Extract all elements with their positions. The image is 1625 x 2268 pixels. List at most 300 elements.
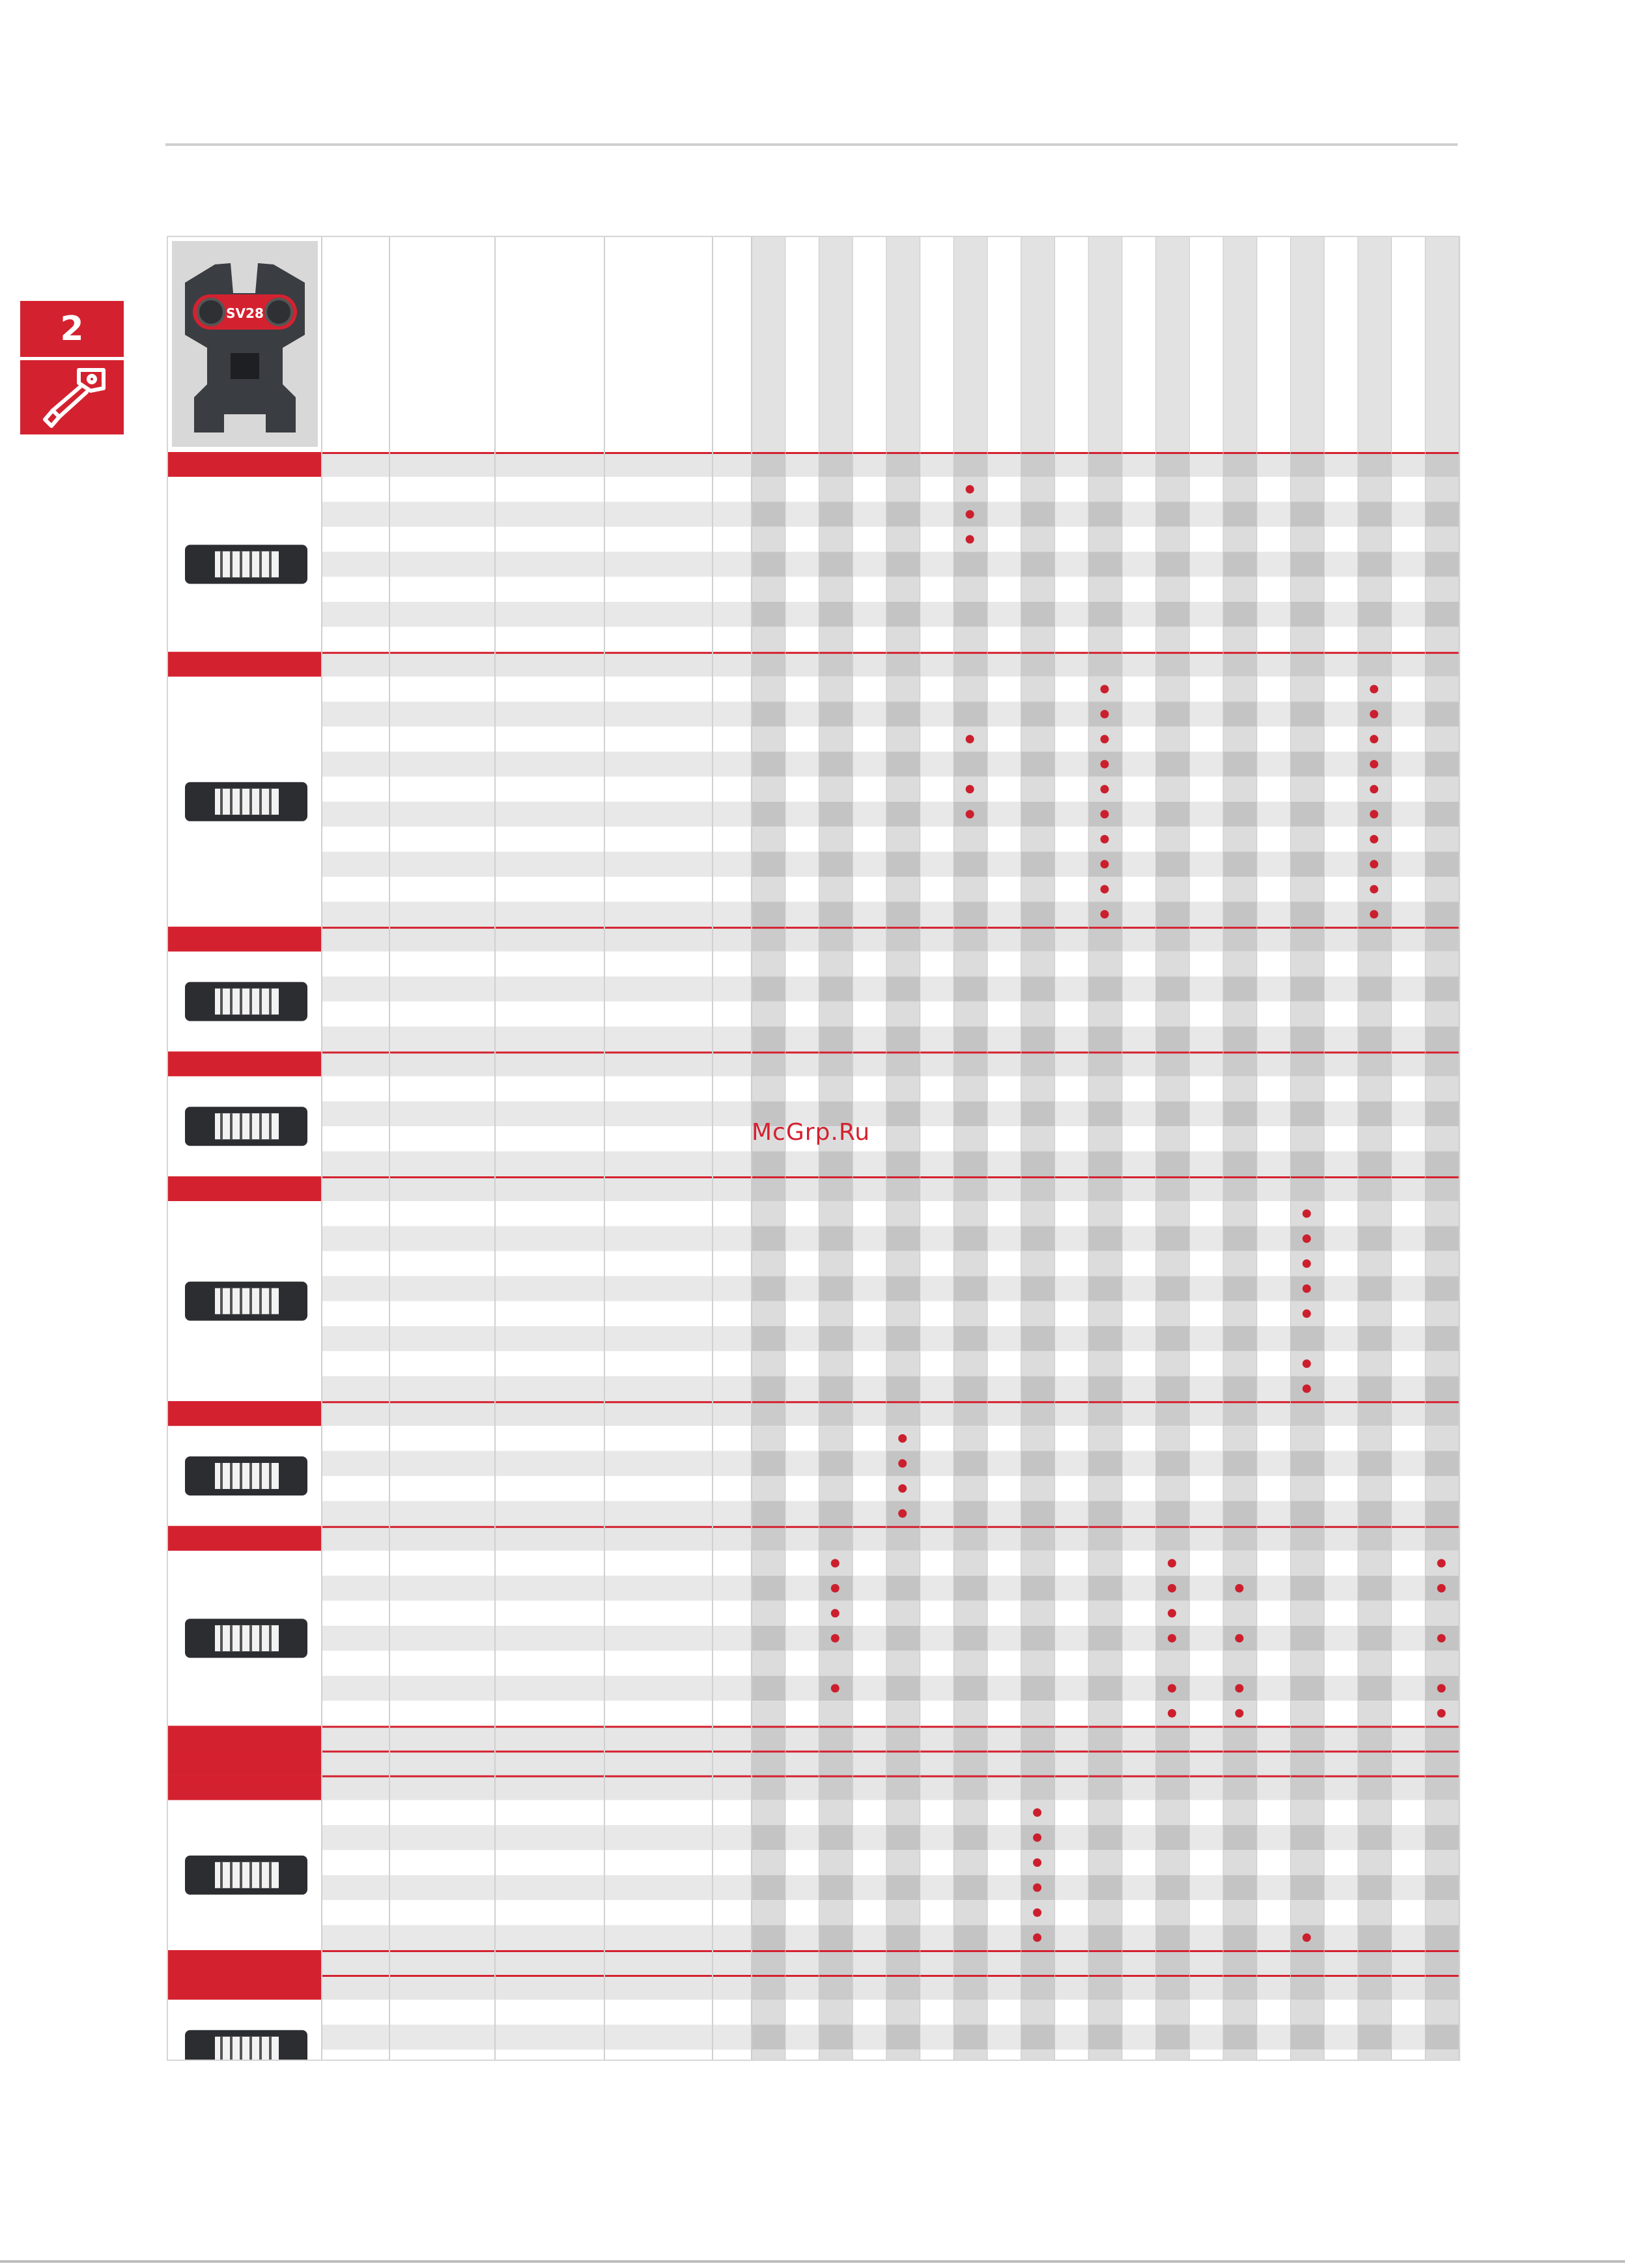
column-shade [886, 1850, 920, 1875]
column-shade [819, 677, 853, 702]
column-shade [1223, 1027, 1257, 1051]
column-shade [752, 1651, 785, 1675]
column-shade [954, 1376, 987, 1401]
column-shade [1223, 552, 1257, 576]
column-shade [954, 1002, 987, 1027]
column-shade [1223, 2024, 1257, 2049]
column-shade [752, 1426, 785, 1451]
column-shade [1021, 1176, 1055, 1201]
column-shade [752, 1701, 785, 1725]
column-shade [1223, 1451, 1257, 1476]
section-9 [168, 1751, 1459, 1776]
section-11 [168, 1950, 1459, 1975]
column-shade [886, 2050, 920, 2060]
column-shade [1425, 1076, 1459, 1101]
column-shade [1223, 2000, 1257, 2024]
column-shade [1290, 527, 1324, 552]
fitting-rib [220, 789, 223, 815]
section-top-rule [168, 1776, 1459, 1778]
column-shade [819, 1351, 853, 1376]
column-shade [1088, 1002, 1122, 1027]
column-shade [1156, 1476, 1190, 1501]
column-shade [752, 1950, 785, 1975]
column-shade [1088, 1651, 1122, 1675]
column-shade [1425, 1601, 1459, 1626]
column-shade [1156, 752, 1190, 776]
column-shade [954, 1576, 987, 1600]
column-shade [1088, 452, 1122, 477]
column-shade [1088, 602, 1122, 627]
compatibility-dot [966, 785, 974, 793]
column-shade [1425, 877, 1459, 901]
compatibility-dot [898, 1459, 907, 1467]
column-shade [954, 1351, 987, 1376]
section-10 [168, 1776, 1459, 1950]
column-shade [1156, 527, 1190, 552]
compatibility-dot [898, 1434, 907, 1443]
column-shade [1425, 1526, 1459, 1551]
compatibility-dot [1100, 735, 1109, 743]
column-shade [1088, 502, 1122, 526]
column-shade [1425, 1401, 1459, 1426]
column-shade [819, 901, 853, 926]
column-shade [1223, 901, 1257, 926]
column-shade [752, 1850, 785, 1875]
column-shade [1156, 1126, 1190, 1151]
column-shade [1156, 1776, 1190, 1800]
column-shade [1290, 652, 1324, 677]
column-shade [1358, 1002, 1392, 1027]
column-shade [819, 752, 853, 776]
column-shade [954, 752, 987, 776]
column-shade [886, 1825, 920, 1850]
column-shade [1223, 1751, 1257, 1776]
column-shade [1223, 1551, 1257, 1576]
column-shade [1290, 776, 1324, 801]
column-shade [1223, 2050, 1257, 2060]
fitting-rib [269, 1625, 272, 1651]
column-shade [819, 776, 853, 801]
column-shade [819, 952, 853, 976]
column-shade [954, 1251, 987, 1276]
column-shade [886, 1576, 920, 1600]
column-shade [752, 952, 785, 976]
column-shade [1290, 602, 1324, 627]
column-shade [1290, 877, 1324, 901]
column-shade [1088, 2024, 1122, 2049]
column-shade [752, 452, 785, 477]
column-shade [1290, 552, 1324, 576]
compatibility-dot [831, 1584, 840, 1593]
column-shade [1290, 1726, 1324, 1751]
fitting-rib [240, 1463, 242, 1489]
column-shade [1021, 1576, 1055, 1600]
compatibility-dot [966, 735, 974, 743]
column-shade [886, 1900, 920, 1925]
column-shade [954, 1126, 987, 1151]
column-shade [1358, 2050, 1392, 2060]
column-shade [1425, 1875, 1459, 1900]
column-shade [1156, 1751, 1190, 1776]
column-shade [752, 2050, 785, 2060]
column-shade [954, 2000, 987, 2024]
column-shade [1290, 677, 1324, 702]
column-shade [1358, 1126, 1392, 1151]
column-shade [819, 1002, 853, 1027]
column-shade [954, 1276, 987, 1301]
header-column-shade [1290, 237, 1324, 452]
column-shade [752, 652, 785, 677]
column-shade [1021, 877, 1055, 901]
compatibility-dot [831, 1559, 840, 1568]
column-shade [1021, 1027, 1055, 1051]
column-shade [886, 602, 920, 627]
column-shade [819, 527, 853, 552]
column-shade [752, 1002, 785, 1027]
column-shade [1021, 1626, 1055, 1651]
column-shade [1425, 1152, 1459, 1176]
column-shade [752, 1825, 785, 1850]
column-shade [886, 1002, 920, 1027]
column-shade [1425, 1850, 1459, 1875]
fitting-rib [230, 1463, 233, 1489]
column-shade [1223, 1476, 1257, 1501]
column-shade [886, 1726, 920, 1751]
column-shade [1290, 1900, 1324, 1925]
column-shade [1358, 527, 1392, 552]
column-shade [1156, 1426, 1190, 1451]
column-shade [819, 702, 853, 726]
column-shade [752, 752, 785, 776]
column-shade [886, 752, 920, 776]
column-shade [1290, 1401, 1324, 1426]
compatibility-dot [831, 1684, 840, 1693]
compatibility-dot [1235, 1684, 1243, 1693]
column-shade [1156, 1975, 1190, 2000]
column-shade [1290, 1850, 1324, 1875]
compatibility-dot [1168, 1584, 1176, 1593]
compatibility-dot [1033, 1908, 1041, 1917]
column-shade [886, 2024, 920, 2049]
column-shade [1223, 602, 1257, 627]
column-shade [1088, 1726, 1122, 1751]
column-shade [1358, 1426, 1392, 1451]
column-shade [954, 677, 987, 702]
column-shade [1156, 1925, 1190, 1950]
column-shade [1290, 852, 1324, 877]
column-shade [954, 1651, 987, 1675]
header-column-shade [752, 237, 785, 452]
column-shade [1021, 1601, 1055, 1626]
column-shade [1425, 1326, 1459, 1351]
fitting-rib [240, 789, 242, 815]
column-shade [1156, 827, 1190, 851]
column-shade [1223, 677, 1257, 702]
column-shade [752, 1875, 785, 1900]
compatibility-dot [1168, 1609, 1176, 1617]
column-shade [1223, 1601, 1257, 1626]
column-shade [1021, 1326, 1055, 1351]
column-shade [752, 1301, 785, 1326]
section-header-red [168, 1950, 322, 1975]
column-shade [954, 1950, 987, 1975]
column-shade [1088, 1301, 1122, 1326]
column-shade [1425, 1226, 1459, 1251]
column-shade [1021, 652, 1055, 677]
section-top-rule [168, 1975, 1459, 1977]
header-column-shade [886, 237, 920, 452]
column-shade [1021, 2000, 1055, 2024]
column-shade [1290, 1176, 1324, 1201]
column-shade [1021, 452, 1055, 477]
fitting-rib [220, 2037, 223, 2060]
column-shade [819, 1651, 853, 1675]
section-4 [168, 1051, 1459, 1176]
column-shade [752, 1551, 785, 1576]
column-shade [954, 602, 987, 627]
column-shade [1425, 976, 1459, 1001]
column-shade [752, 1900, 785, 1925]
column-shade [1021, 976, 1055, 1001]
column-shade [752, 502, 785, 526]
column-shade [1156, 1251, 1190, 1276]
section-header-red [168, 927, 322, 952]
column-shade [1290, 1076, 1324, 1101]
column-shade [1156, 852, 1190, 877]
section-2 [168, 652, 1459, 927]
column-shade [752, 1051, 785, 1076]
column-shade [1358, 1351, 1392, 1376]
column-shade [1358, 2000, 1392, 2024]
column-shade [1021, 1301, 1055, 1326]
column-shade [1290, 927, 1324, 952]
column-shade [1088, 527, 1122, 552]
column-shade [1223, 1226, 1257, 1251]
fitting-rib [259, 989, 262, 1015]
column-shade [1425, 901, 1459, 926]
fitting-rib [269, 1288, 272, 1314]
column-shade [819, 1401, 853, 1426]
column-shade [954, 1501, 987, 1525]
fitting-rib [269, 1113, 272, 1139]
section-3 [168, 927, 1459, 1052]
compatibility-dot [1437, 1634, 1446, 1643]
column-shade [1021, 1476, 1055, 1501]
fitting-rib [230, 1625, 233, 1651]
section-header-red [168, 652, 322, 677]
compatibility-dot [1100, 910, 1109, 918]
column-shade [1156, 1651, 1190, 1675]
column-shade [1425, 677, 1459, 702]
column-shade [1425, 802, 1459, 827]
column-shade [886, 1551, 920, 1576]
column-shade [1425, 477, 1459, 502]
column-shade [886, 1276, 920, 1301]
column-shade [1021, 602, 1055, 627]
column-shade [1088, 1076, 1122, 1101]
header-column-shade [1156, 237, 1190, 452]
compatibility-dot [898, 1509, 907, 1518]
column-shade [1156, 802, 1190, 827]
compatibility-dot [831, 1634, 840, 1643]
column-shade [1021, 1351, 1055, 1376]
column-shade [1156, 1401, 1190, 1426]
column-shade [819, 2050, 853, 2060]
column-shade [886, 1251, 920, 1276]
column-shade [1425, 1900, 1459, 1925]
column-shade [819, 827, 853, 851]
column-shade [1358, 1201, 1392, 1226]
column-shade [819, 1950, 853, 1975]
column-shade [1223, 852, 1257, 877]
column-shade [954, 1451, 987, 1476]
fitting-rib [249, 1862, 252, 1888]
column-shade [1223, 702, 1257, 726]
column-shade [1223, 577, 1257, 602]
fitting-rib [230, 989, 233, 1015]
fitting-rib [220, 989, 223, 1015]
column-shade [886, 727, 920, 752]
column-shade [1223, 1351, 1257, 1376]
column-shade [819, 1975, 853, 2000]
column-shade [1223, 1326, 1257, 1351]
column-shade [752, 1226, 785, 1251]
compatibility-dot [1437, 1709, 1446, 1718]
column-shade [1021, 802, 1055, 827]
column-shade [1425, 752, 1459, 776]
column-shade [1290, 502, 1324, 526]
column-shade [1156, 1152, 1190, 1176]
column-shade [1358, 477, 1392, 502]
column-shade [954, 1776, 987, 1800]
column-shade [819, 2000, 853, 2024]
column-shade [1290, 802, 1324, 827]
column-shade [1156, 1051, 1190, 1076]
column-shade [1021, 1751, 1055, 1776]
fitting-rib [240, 2037, 242, 2060]
header-column-shade [1088, 237, 1122, 452]
column-shade [1223, 1800, 1257, 1825]
column-shade [1425, 727, 1459, 752]
column-shade [1425, 1776, 1459, 1800]
column-shade [1290, 1002, 1324, 1027]
column-shade [1088, 1276, 1122, 1301]
section-header-red [168, 1051, 322, 1076]
column-shade [1088, 1152, 1122, 1176]
column-shade [1088, 952, 1122, 976]
column-shade [886, 1027, 920, 1051]
column-shade [1021, 577, 1055, 602]
column-shade [1290, 1501, 1324, 1525]
column-shade [1223, 1501, 1257, 1525]
column-shade [886, 1226, 920, 1251]
fitting-rib [269, 1862, 272, 1888]
column-shade [1290, 827, 1324, 851]
column-shade [819, 1326, 853, 1351]
column-shade [886, 852, 920, 877]
section-5 [168, 1176, 1459, 1401]
column-shade [1425, 552, 1459, 576]
column-shade [752, 1076, 785, 1101]
fitting-rib [269, 551, 272, 577]
column-shade [752, 1626, 785, 1651]
column-shade [1290, 752, 1324, 776]
column-shade [752, 1201, 785, 1226]
column-shade [1021, 1726, 1055, 1751]
column-shade [819, 1900, 853, 1925]
column-shade [1425, 1101, 1459, 1126]
column-shade [954, 1152, 987, 1176]
column-shade [1156, 1301, 1190, 1326]
column-shade [1156, 1501, 1190, 1525]
column-shade [886, 1800, 920, 1825]
column-shade [886, 1401, 920, 1426]
column-shade [1223, 976, 1257, 1001]
column-shade [1425, 1301, 1459, 1326]
section-header-red [168, 452, 322, 477]
column-shade [1088, 2000, 1122, 2024]
column-shade [1425, 577, 1459, 602]
column-shade [1156, 1800, 1190, 1825]
column-shade [1425, 527, 1459, 552]
column-shade [1290, 2024, 1324, 2049]
column-shade [819, 877, 853, 901]
column-shade [886, 1076, 920, 1101]
column-shade [954, 952, 987, 976]
column-shade [752, 976, 785, 1001]
column-shade [1021, 1776, 1055, 1800]
compatibility-dot [1437, 1584, 1446, 1593]
column-shade [1223, 1376, 1257, 1401]
column-shade [1223, 952, 1257, 976]
column-shade [886, 1526, 920, 1551]
column-shade [1425, 1476, 1459, 1501]
section-top-rule [168, 927, 1459, 929]
column-shade [1088, 1601, 1122, 1626]
column-shade [1223, 802, 1257, 827]
column-shade [1088, 1251, 1122, 1276]
press-jaw-bolt-right [266, 299, 292, 325]
column-shade [1425, 852, 1459, 877]
column-shade [954, 1051, 987, 1076]
column-shade [819, 1850, 853, 1875]
column-shade [1358, 452, 1392, 477]
fitting-rib [249, 989, 252, 1015]
column-shade [1358, 1800, 1392, 1825]
column-shade [1290, 976, 1324, 1001]
column-shade [1358, 1027, 1392, 1051]
column-shade [752, 2024, 785, 2049]
column-shade [1223, 1051, 1257, 1076]
column-shade [1290, 901, 1324, 926]
column-shade [1088, 1751, 1122, 1776]
press-jaw-badge: SV28 [226, 305, 264, 321]
column-shade [1021, 1401, 1055, 1426]
column-shade [1088, 1800, 1122, 1825]
column-shade [819, 1726, 853, 1751]
column-shade [1156, 976, 1190, 1001]
column-shade [1290, 1875, 1324, 1900]
fitting-rib [269, 1463, 272, 1489]
fitting-rib [240, 1113, 242, 1139]
fitting-rib [220, 1288, 223, 1314]
column-shade [1156, 776, 1190, 801]
column-shade [1156, 1850, 1190, 1875]
column-shade [1223, 1426, 1257, 1451]
header-column-shade [1021, 237, 1055, 452]
column-shade [1156, 602, 1190, 627]
column-shade [752, 1376, 785, 1401]
